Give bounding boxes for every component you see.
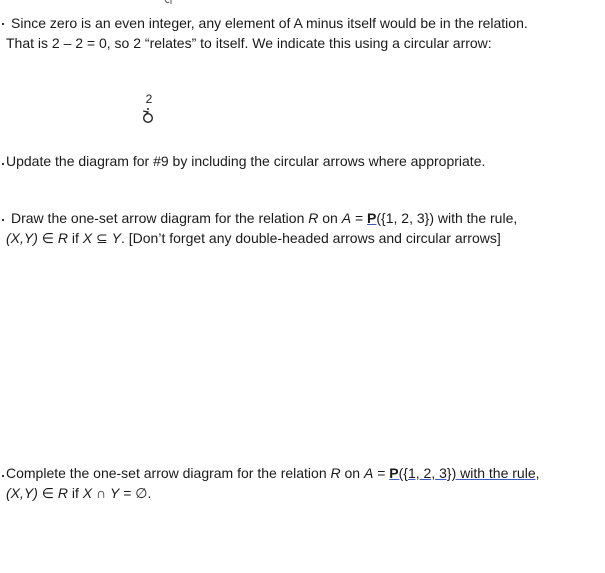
paragraph-line: Draw the one-set arrow diagram for the relation R on A = P({1, 2, 3}) with the rule, xyxy=(11,210,518,226)
loop-node-label: 2 xyxy=(145,92,153,106)
power-set-symbol: P xyxy=(389,465,399,481)
list-marker xyxy=(2,219,4,221)
paragraph-line: Since zero is an even integer, any element of A minus itself would be in the relation. xyxy=(11,15,528,31)
list-marker xyxy=(2,475,4,477)
paragraph-line: (X,Y) ∈ R if X ∩ Y = ∅. xyxy=(6,485,152,501)
clipped-text-fragment xyxy=(163,0,175,4)
paragraph-line: (X,Y) ∈ R if X ⊆ Y. [Don’t forget any double-headed arrows and circular arrows] xyxy=(6,230,501,246)
paragraph-line: Complete the one-set arrow diagram for the relation R on A = P({1, 2, 3}) with the rule, xyxy=(6,465,540,481)
paragraph-line: That is 2 – 2 = 0, so 2 “relates” to itself. We indicate this using a circular arrow: xyxy=(6,35,492,51)
paragraph-line: Update the diagram for #9 by including the circular arrows where appropriate. xyxy=(6,153,486,169)
power-set-symbol: P xyxy=(367,210,377,226)
circular-arrow-icon xyxy=(140,106,156,124)
list-marker xyxy=(2,23,4,25)
list-marker xyxy=(2,163,4,165)
